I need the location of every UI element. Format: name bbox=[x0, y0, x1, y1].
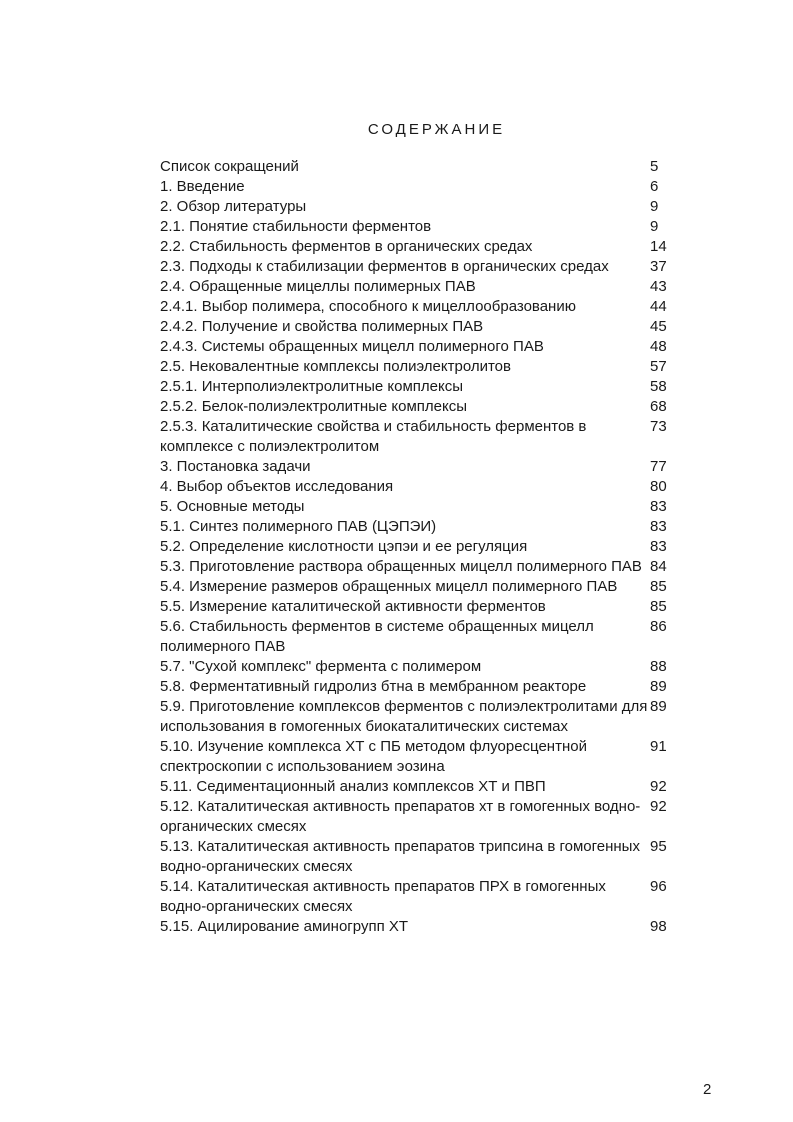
toc-entry-title: 5.3. Приготовление раствора обращенных мицелл полимерного ПАВ bbox=[160, 558, 642, 575]
toc-entry-title: 2.4.1. Выбор полимера, способного к мицеллообразованию bbox=[160, 298, 576, 315]
toc-entry-page: 91 bbox=[650, 738, 667, 755]
toc-entry-page: 85 bbox=[650, 578, 667, 595]
toc-entry-title: 2.1. Понятие стабильности ферментов bbox=[160, 218, 432, 235]
toc-entry-title: 2.3. Подходы к стабилизации ферментов в органических средах bbox=[160, 258, 609, 275]
toc-entry bbox=[160, 457, 680, 477]
toc-entry bbox=[160, 357, 680, 377]
toc-entry bbox=[160, 597, 680, 617]
toc-entry-title: 5.8. Ферментативный гидролиз бтна в мембранном реакторе bbox=[160, 678, 587, 695]
toc-entry-title: 2.5.3. Каталитические свойства и стабильность ферментов в комплексе с полиэлектролитом bbox=[160, 418, 587, 455]
toc-entry-title: 2.4.2. Получение и свойства полимерных ПАВ bbox=[160, 318, 484, 335]
toc-entry-page: 95 bbox=[650, 838, 667, 855]
toc-entry-page: 5 bbox=[650, 158, 659, 175]
toc-entry-page: 86 bbox=[650, 618, 667, 635]
toc-entry bbox=[160, 197, 680, 217]
toc-entry-title: 1. Введение bbox=[160, 178, 245, 195]
toc-entry-page: 45 bbox=[650, 318, 667, 335]
toc-entry bbox=[160, 877, 680, 917]
toc-entry-title: 2.5.1. Интерполиэлектролитные комплексы bbox=[160, 378, 463, 395]
toc-entry-title: 5.10. Изучение комплекса ХТ с ПБ методом флуоресцентной спектроскопии с использованием эозина bbox=[160, 738, 587, 775]
toc-entry-title: 2.5. Нековалентные комплексы полиэлектролитов bbox=[160, 358, 511, 375]
toc-entry bbox=[160, 297, 680, 317]
toc-entry-title: 5.6. Стабильность ферментов в системе обращенных мицелл полимерного ПАВ bbox=[160, 618, 594, 655]
toc-entry bbox=[160, 577, 680, 597]
toc-entry-page: 6 bbox=[650, 178, 659, 195]
toc-entry-title: 5.2. Определение кислотности цэпэи и ее регуляция bbox=[160, 538, 528, 555]
toc-entry bbox=[160, 837, 680, 877]
toc-entry bbox=[160, 617, 680, 657]
toc-entry-page: 92 bbox=[650, 798, 667, 815]
toc-entry-title: 5.12. Каталитическая активность препаратов хт в гомогенных водно-органических смесях bbox=[160, 798, 641, 835]
toc-entry-page: 92 bbox=[650, 778, 667, 795]
toc-entry bbox=[160, 337, 680, 357]
toc-entry-title: 4. Выбор объектов исследования bbox=[160, 478, 394, 495]
toc-entry bbox=[160, 517, 680, 537]
toc-entry bbox=[160, 257, 680, 277]
toc-entry bbox=[160, 537, 680, 557]
toc-entry bbox=[160, 377, 680, 397]
toc-entry-page: 84 bbox=[650, 558, 667, 575]
toc-entry-page: 88 bbox=[650, 658, 667, 675]
toc-entry-title: 2.5.2. Белок-полиэлектролитные комплексы bbox=[160, 398, 468, 415]
toc-entry-title: 2.4. Обращенные мицеллы полимерных ПАВ bbox=[160, 278, 476, 295]
toc-entry bbox=[160, 797, 680, 837]
toc-entry-title: 5.9. Приготовление комплексов ферментов с полиэлектролитами для использования в гомогенных биокаталитических системах bbox=[160, 698, 648, 735]
toc-entry bbox=[160, 697, 680, 737]
toc-entry-title: 5.5. Измерение каталитической активности ферментов bbox=[160, 598, 546, 615]
toc-entry-page: 9 bbox=[650, 218, 659, 235]
toc-entry-title: Список сокращений bbox=[160, 158, 299, 175]
toc-entry bbox=[160, 477, 680, 497]
toc-entry-page: 73 bbox=[650, 418, 667, 435]
toc-entry-page: 83 bbox=[650, 518, 667, 535]
toc-entry bbox=[160, 777, 680, 797]
toc-entry-title: 5. Основные методы bbox=[160, 498, 305, 515]
toc-entry-page: 77 bbox=[650, 458, 667, 475]
toc-entry-title: 5.15. Ацилирование аминогрупп ХТ bbox=[160, 918, 409, 935]
toc-entry bbox=[160, 217, 680, 237]
toc-entry bbox=[160, 737, 680, 777]
toc-entry-page: 89 bbox=[650, 678, 667, 695]
toc-entry-page: 44 bbox=[650, 298, 667, 315]
toc-entry bbox=[160, 317, 680, 337]
toc-entry-title: 2.4.3. Системы обращенных мицелл полимерного ПАВ bbox=[160, 338, 544, 355]
table-of-contents bbox=[160, 157, 680, 937]
toc-entry-page: 48 bbox=[650, 338, 667, 355]
toc-entry bbox=[160, 497, 680, 517]
toc-entry-page: 58 bbox=[650, 378, 667, 395]
toc-entry-title: 5.13. Каталитическая активность препаратов трипсина в гомогенных водно-органических смесях bbox=[160, 838, 640, 875]
toc-entry-title: 5.7. "Сухой комплекс" фермента с полимером bbox=[160, 658, 482, 675]
toc-entry-page: 89 bbox=[650, 698, 667, 715]
toc-entry bbox=[160, 917, 680, 937]
toc-entry-title: 2.2. Стабильность ферментов в органических средах bbox=[160, 238, 533, 255]
page-title: СОДЕРЖАНИЕ bbox=[367, 121, 506, 138]
toc-entry-page: 96 bbox=[650, 878, 667, 895]
toc-entry-page: 83 bbox=[650, 498, 667, 515]
toc-entry-title: 5.4. Измерение размеров обращенных мицелл полимерного ПАВ bbox=[160, 578, 618, 595]
toc-entry-page: 43 bbox=[650, 278, 667, 295]
toc-entry bbox=[160, 277, 680, 297]
toc-entry-page: 80 bbox=[650, 478, 667, 495]
page-number: 2 bbox=[703, 1081, 712, 1098]
toc-entry-page: 14 bbox=[650, 238, 667, 255]
toc-entry-title: 2. Обзор литературы bbox=[160, 198, 307, 215]
toc-entry bbox=[160, 397, 680, 417]
toc-entry bbox=[160, 657, 680, 677]
toc-entry-page: 85 bbox=[650, 598, 667, 615]
toc-entry-page: 57 bbox=[650, 358, 667, 375]
toc-entry-page: 68 bbox=[650, 398, 667, 415]
toc-entry bbox=[160, 417, 680, 457]
toc-entry bbox=[160, 177, 680, 197]
toc-entry bbox=[160, 237, 680, 257]
toc-entry-page: 98 bbox=[650, 918, 667, 935]
toc-entry bbox=[160, 157, 680, 177]
toc-entry-title: 5.14. Каталитическая активность препаратов ПРХ в гомогенных водно-органических смесях bbox=[160, 878, 606, 915]
toc-entry-title: 5.11. Седиментационный анализ комплексов ХТ и ПВП bbox=[160, 778, 546, 795]
toc-entry-title: 3. Постановка задачи bbox=[160, 458, 311, 475]
toc-entry-page: 9 bbox=[650, 198, 659, 215]
toc-entry-page: 83 bbox=[650, 538, 667, 555]
toc-entry-title: 5.1. Синтез полимерного ПАВ (ЦЭПЭИ) bbox=[160, 518, 437, 535]
toc-entry-page: 37 bbox=[650, 258, 667, 275]
toc-entry bbox=[160, 557, 680, 577]
toc-entry bbox=[160, 677, 680, 697]
